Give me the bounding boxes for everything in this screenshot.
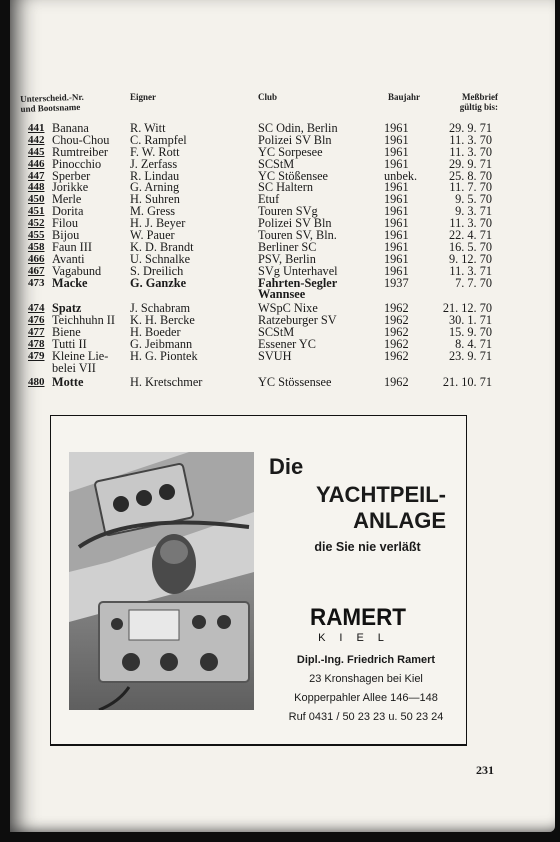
boat-club: SVg Unterhavel	[258, 263, 338, 278]
boat-number: 442	[28, 133, 45, 146]
boat-owner: K. H. Bercke	[130, 313, 195, 328]
direction-finder-device-image	[69, 452, 254, 710]
boat-name: Filou	[52, 216, 78, 231]
build-year: unbek.	[384, 168, 418, 183]
boat-name: Sperber	[52, 168, 91, 183]
boat-club: WSpC Nixe	[258, 301, 318, 316]
table-row	[28, 275, 508, 302]
boat-name: Teichhuhn II	[52, 313, 115, 328]
build-year: 1962	[384, 301, 409, 316]
boat-club: Touren SV, Bln.	[258, 228, 337, 243]
header-mess-label: Meßbrief	[462, 92, 498, 102]
boat-club: YC Stössensee	[258, 374, 332, 389]
ad-headline-yachtpeil: YACHTPEIL-	[316, 482, 446, 507]
header-number-name	[20, 91, 111, 114]
boat-club: SC Haltern	[258, 180, 313, 195]
boat-name: Pinocchio	[52, 156, 102, 171]
valid-until: 9. 3. 71	[455, 204, 492, 219]
boat-name: Banana	[52, 121, 89, 135]
boat-owner: J. Zerfass	[130, 156, 178, 171]
valid-until: 11. 3. 70	[449, 132, 492, 147]
build-year: 1961	[384, 228, 409, 243]
header-club: Club	[258, 92, 278, 102]
boat-name: Faun III	[52, 239, 92, 254]
build-year: 1961	[384, 180, 409, 195]
book-page	[10, 0, 555, 832]
boat-name: Kleine Lie-belei VII	[52, 348, 109, 375]
build-year: 1962	[384, 313, 409, 328]
boat-name: Spatz	[52, 301, 82, 316]
boat-name: Dorita	[52, 204, 84, 219]
boat-name: Merle	[52, 192, 82, 207]
boat-owner: G. Jeibmann	[130, 337, 193, 352]
header-name-label: und Bootsname	[20, 101, 81, 114]
boat-owner: M. Gress	[130, 204, 176, 219]
ad-headline-anlage: ANLAGE	[353, 508, 446, 533]
valid-until: 29. 9. 71	[448, 156, 492, 171]
ad-contact-block	[271, 651, 461, 727]
boat-number: 479	[28, 349, 45, 362]
build-year: 1961	[384, 216, 409, 231]
valid-until: 21. 12. 70	[442, 301, 492, 316]
boat-number: 477	[28, 326, 45, 339]
boat-club: PSV, Berlin	[258, 251, 316, 266]
valid-until: 9. 5. 70	[455, 192, 492, 207]
boat-owner: G. Ganzke	[130, 275, 187, 290]
page-number: 231	[476, 763, 494, 777]
boat-number: 476	[28, 314, 45, 327]
build-year: 1961	[384, 239, 409, 254]
valid-until: 25. 8. 70	[448, 168, 492, 183]
boat-number: 474	[28, 302, 45, 315]
valid-until: 22. 4. 71	[448, 228, 492, 243]
header-measure-certificate	[436, 92, 498, 112]
logo-city-text: KIEL	[318, 632, 398, 644]
boat-number: 446	[28, 157, 45, 170]
boat-number: 451	[28, 205, 45, 218]
boat-club: Berliner SC	[258, 239, 317, 254]
build-year: 1962	[384, 374, 409, 389]
boat-club: YC Sorpesee	[258, 144, 323, 159]
boat-name: Biene	[52, 325, 81, 340]
boat-name: Rumtreiber	[52, 144, 109, 159]
build-year: 1961	[384, 192, 409, 207]
boat-owner: H. Kretschmer	[130, 374, 203, 389]
boat-number: 441	[28, 122, 45, 134]
ad-headline-die: Die	[269, 454, 304, 479]
boat-owner: W. Pauer	[130, 228, 175, 243]
boat-club: Polizei SV Bln	[258, 216, 332, 231]
boat-club: SVUH	[258, 348, 292, 363]
build-year: 1962	[384, 325, 409, 340]
boat-owner: U. Schnalke	[130, 251, 191, 266]
boat-owner: S. Dreilich	[130, 263, 184, 278]
build-year: 1961	[384, 121, 409, 135]
boat-club: Touren SVg	[258, 204, 318, 219]
boat-name: Tutti II	[52, 337, 87, 352]
build-year: 1962	[384, 348, 409, 363]
table-row	[28, 348, 508, 375]
boat-club: Ratzeburger SV	[258, 313, 337, 328]
boat-number: 445	[28, 145, 45, 158]
boat-name: Jorikke	[52, 180, 89, 195]
boat-number: 467	[28, 264, 45, 277]
boat-owner: H. Boeder	[130, 325, 181, 340]
boat-club: Essener YC	[258, 337, 316, 352]
valid-until: 21. 10. 71	[442, 374, 492, 389]
ad-subtitle: die Sie nie verläßt	[314, 540, 421, 554]
header-owner: Eigner	[130, 92, 156, 102]
build-year: 1961	[384, 263, 409, 278]
boat-name: Chou-Chou	[52, 132, 110, 147]
build-year: 1961	[384, 251, 409, 266]
boat-number: 466	[28, 252, 45, 265]
boat-number: 458	[28, 240, 45, 253]
boat-owner: R. Witt	[130, 121, 166, 135]
valid-until: 9. 12. 70	[448, 251, 492, 266]
valid-until: 23. 9. 71	[448, 348, 492, 363]
boat-name: Motte	[52, 374, 84, 389]
advertisement-box	[50, 415, 467, 746]
boat-club: Fahrten-Segler Wannsee	[258, 275, 337, 302]
ad-phone: Ruf 0431 / 50 23 23 u. 50 23 24	[288, 711, 444, 723]
valid-until: 7. 7. 70	[455, 275, 492, 290]
product-photo	[69, 452, 254, 710]
build-year: 1961	[384, 144, 409, 159]
valid-until: 11. 3. 71	[449, 263, 492, 278]
valid-until: 16. 5. 70	[448, 239, 492, 254]
table-row	[28, 374, 508, 389]
boat-name: Avanti	[52, 251, 85, 266]
valid-until: 11. 7. 70	[449, 180, 492, 195]
boat-name: Macke	[52, 275, 88, 290]
boat-club: Etuf	[258, 192, 280, 207]
boat-number: 452	[28, 217, 45, 230]
valid-until: 29. 9. 71	[448, 121, 492, 135]
boat-number: 455	[28, 229, 45, 242]
valid-until: 8. 4. 71	[455, 337, 492, 352]
boat-owner: K. D. Brandt	[130, 239, 194, 254]
boat-owner: F. W. Rott	[130, 144, 180, 159]
boat-number: 450	[28, 193, 45, 206]
boat-owner: C. Rampfel	[130, 132, 187, 147]
boat-owner: G. Arning	[130, 180, 180, 195]
boat-club: Polizei SV Bln	[258, 132, 332, 147]
boat-register-table	[28, 123, 508, 389]
header-valid-label: gültig bis:	[459, 102, 498, 112]
build-year: 1961	[384, 132, 409, 147]
boat-club: SCStM	[258, 325, 295, 340]
ad-contact-name: Dipl.-Ing. Friedrich Ramert	[296, 654, 436, 666]
logo-brand-text: RAMERT	[310, 604, 407, 631]
build-year: 1961	[384, 156, 409, 171]
valid-until: 30. 1. 71	[448, 313, 492, 328]
ad-address-line-1: 23 Kronshagen bei Kiel	[309, 673, 423, 685]
boat-number: 448	[28, 181, 45, 194]
boat-number: 447	[28, 169, 45, 182]
header-year: Baujahr	[388, 92, 421, 102]
valid-until: 15. 9. 70	[448, 325, 492, 340]
header-nr-label: Unterscheid.-Nr.	[20, 91, 84, 104]
boat-owner: R. Lindau	[130, 168, 180, 183]
boat-name: Bijou	[52, 228, 80, 243]
boat-owner: H. J. Beyer	[130, 216, 186, 231]
ramert-kiel-logo	[308, 601, 408, 651]
boat-name: Vagabund	[52, 263, 102, 278]
boat-club: YC Stößensee	[258, 168, 329, 183]
boat-number: 473	[28, 276, 45, 289]
boat-owner: H. Suhren	[130, 192, 180, 207]
build-year: 1961	[384, 204, 409, 219]
valid-until: 11. 3. 70	[449, 216, 492, 231]
boat-number: 480	[28, 375, 45, 388]
valid-until: 11. 3. 70	[449, 144, 492, 159]
boat-club: SCStM	[258, 156, 295, 171]
boat-club: SC Odin, Berlin	[258, 121, 338, 135]
boat-owner: J. Schabram	[130, 301, 191, 316]
build-year: 1962	[384, 337, 409, 352]
build-year: 1937	[384, 275, 409, 290]
boat-number: 478	[28, 338, 45, 351]
ad-address-line-2: Kopperpahler Allee 146—148	[294, 692, 438, 704]
boat-owner: H. G. Piontek	[130, 348, 198, 363]
